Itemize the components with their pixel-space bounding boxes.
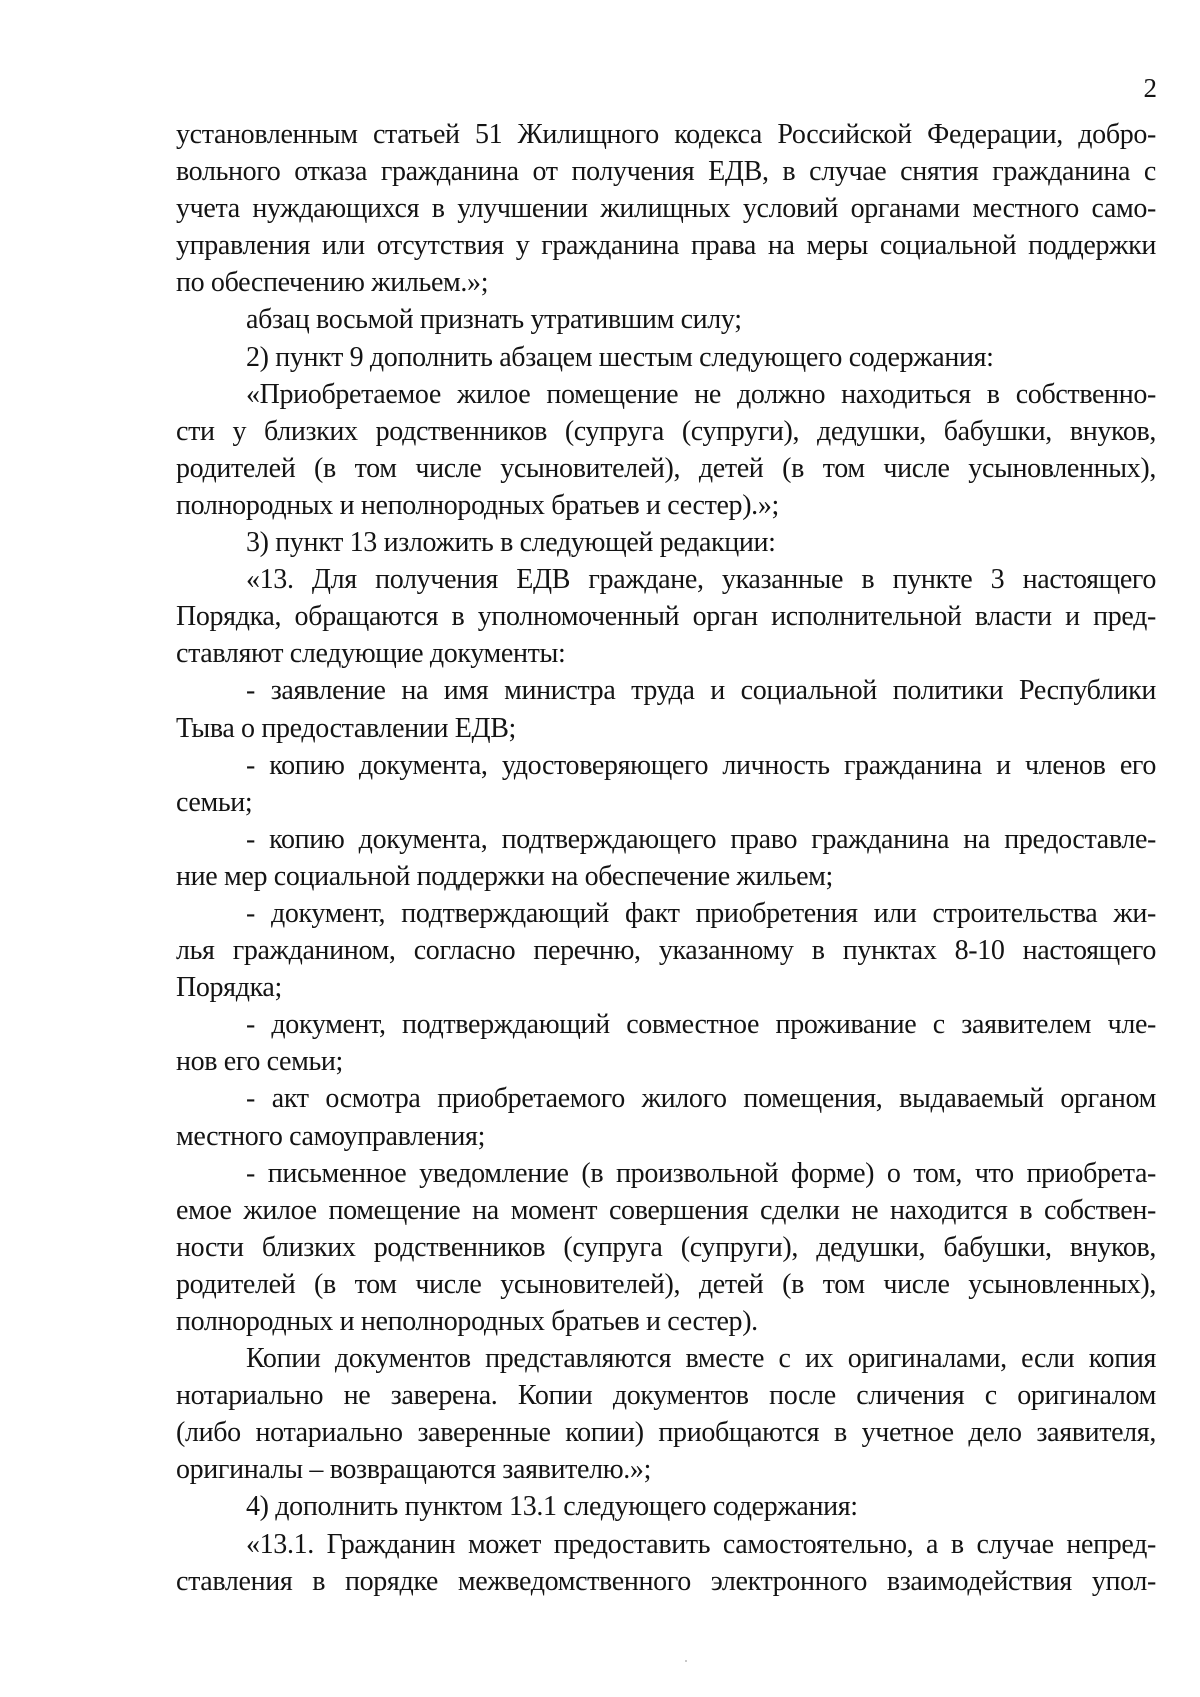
paragraph-item-2 xyxy=(176,339,1156,376)
text-line: полнородных и неполнородных братьев и сестер). xyxy=(176,1306,758,1337)
text-line: родителей (в том числе усыновителей), детей (в том числе усыновленных), xyxy=(176,1268,1156,1300)
text-line: сти у близких родственников (супруга (супруги), дедушки, бабушки, внуков, xyxy=(176,415,1156,447)
text-line: Копии документов представляются вместе с их оригиналами, если копия xyxy=(246,1343,1156,1375)
text-line: по обеспечению жильем.»; xyxy=(176,267,489,299)
paragraph-abzac-eight xyxy=(176,301,1156,338)
text-line: - письменное уведомление (в произвольной форме) о том, что приобрета- xyxy=(246,1157,1156,1189)
text-line: абзац восьмой признать утратившим силу; xyxy=(246,304,742,336)
text-line: - копию документа, подтверждающего право гражданина на предоставле- xyxy=(246,823,1156,855)
document-body xyxy=(176,116,1156,1600)
text-line: ставляют следующие документы: xyxy=(176,638,566,670)
paragraph-property-relatives xyxy=(176,376,1156,524)
text-line: «13.1. Гражданин может предоставить самостоятельно, а в случае непред- xyxy=(246,1528,1156,1560)
text-line: Тыва о предоставлении ЕДВ; xyxy=(176,712,516,744)
text-line: ние мер социальной поддержки на обеспечение жильем; xyxy=(176,860,833,892)
text-line: вольного отказа гражданина от получения ЕДВ, в случае снятия гражданина с xyxy=(176,156,1156,188)
text-line: управления или отсутствия у гражданина права на меры социальной поддержки xyxy=(176,230,1156,262)
text-line: ставления в порядке межведомственного электронного взаимодействия упол- xyxy=(176,1565,1156,1597)
list-item-application xyxy=(176,672,1156,746)
text-line: «Приобретаемое жилое помещение не должно находиться в собственно- xyxy=(246,378,1156,410)
text-line: емое жилое помещение на момент совершения сделки не находится в собствен- xyxy=(176,1194,1156,1226)
text-line: лья гражданином, согласно перечню, указанному в пунктах 8-10 настоящего xyxy=(176,935,1156,967)
text-line: - копию документа, удостоверяющего личность гражданина и членов его xyxy=(246,749,1156,781)
paragraph-point-13-1 xyxy=(176,1526,1156,1600)
page-number: 2 xyxy=(1143,73,1157,103)
list-item-cohabitation-document xyxy=(176,1006,1156,1080)
text-line: 3) пункт 13 изложить в следующей редакции: xyxy=(246,527,776,559)
text-line: - документ, подтверждающий совместное проживание с заявителем чле- xyxy=(246,1009,1156,1041)
list-item-purchase-document xyxy=(176,895,1156,1006)
scan-mark xyxy=(685,1660,687,1662)
text-line: нов его семьи; xyxy=(176,1046,343,1078)
text-line: Порядка, обращаются в уполномоченный орган исполнительной власти и пред- xyxy=(176,601,1156,633)
text-line: оригиналы – возвращаются заявителю.»; xyxy=(176,1454,652,1486)
text-line: «13. Для получения ЕДВ граждане, указанные в пункте 3 настоящего xyxy=(246,564,1156,596)
paragraph-item-4 xyxy=(176,1488,1156,1525)
text-line: семьи; xyxy=(176,786,253,818)
text-line: - акт осмотра приобретаемого жилого помещения, выдаваемый органом xyxy=(246,1083,1156,1115)
paragraph-item-3 xyxy=(176,524,1156,561)
text-line: полнородных и неполнородных братьев и сестер).»; xyxy=(176,489,779,521)
text-line: Порядка; xyxy=(176,972,282,1004)
text-line: ности близких родственников (супруга (супруги), дедушки, бабушки, внуков, xyxy=(176,1231,1156,1263)
text-line: - документ, подтверждающий факт приобретения или строительства жи- xyxy=(246,897,1156,929)
list-item-inspection-act xyxy=(176,1080,1156,1154)
text-line: 4) дополнить пунктом 13.1 следующего содержания: xyxy=(246,1491,858,1523)
text-line: родителей (в том числе усыновителей), детей (в том числе усыновленных), xyxy=(176,452,1156,484)
text-line: установленным статьей 51 Жилищного кодекса Российской Федерации, добро- xyxy=(176,119,1156,150)
list-item-identity-copy xyxy=(176,747,1156,821)
list-item-right-copy xyxy=(176,821,1156,895)
list-item-written-notice xyxy=(176,1155,1156,1340)
text-line: - заявление на имя министра труда и социальной политики Республики xyxy=(246,675,1156,707)
paragraph-document-copies xyxy=(176,1340,1156,1488)
text-line: 2) пункт 9 дополнить абзацем шестым следующего содержания: xyxy=(246,341,994,373)
text-line: нотариально не заверена. Копии документов после сличения с оригиналом xyxy=(176,1380,1156,1412)
text-line: (либо нотариально заверенные копии) приобщаются в учетное дело заявителя, xyxy=(176,1417,1156,1449)
paragraph-edv-termination xyxy=(176,116,1156,301)
text-line: местного самоуправления; xyxy=(176,1120,486,1152)
paragraph-point-13 xyxy=(176,561,1156,672)
text-line: учета нуждающихся в улучшении жилищных условий органами местного само- xyxy=(176,193,1156,225)
